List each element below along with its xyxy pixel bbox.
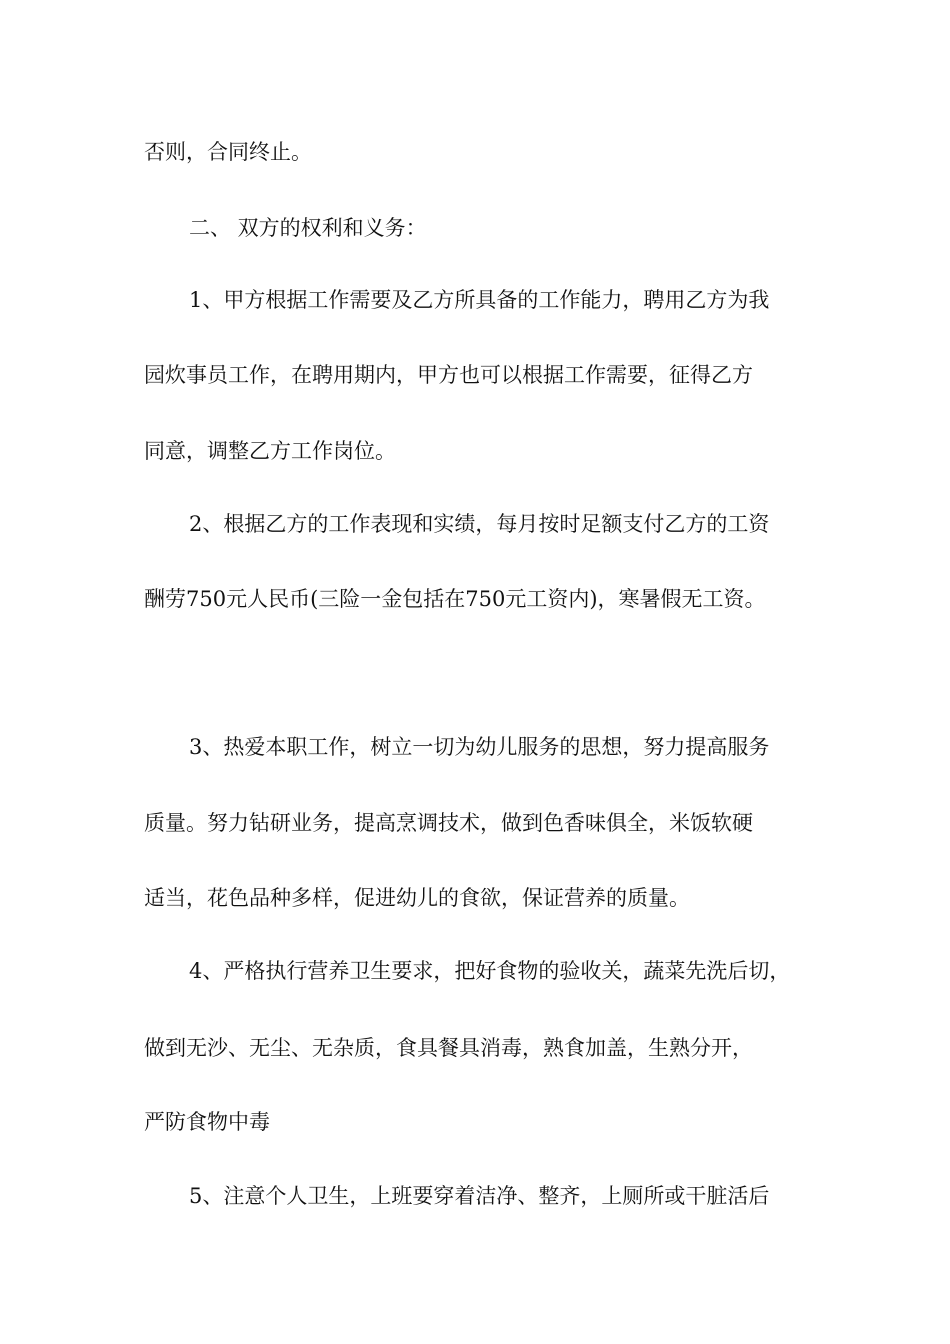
clause-2-line-2: 酬劳750元人民币(三险一金包括在750元工资内)，寒暑假无工资。 [144, 587, 766, 611]
clause-4-line-1: 4、严格执行营养卫生要求，把好食物的验收关，蔬菜先洗后切， [189, 959, 791, 983]
clause-1-line-3: 同意，调整乙方工作岗位。 [144, 439, 396, 463]
text-line-1: 否则，合同终止。 [144, 140, 312, 164]
clause-2-line-1: 2、根据乙方的工作表现和实绩，每月按时足额支付乙方的工资 [189, 512, 770, 536]
clause-4-line-3: 严防食物中毒 [144, 1110, 270, 1134]
clause-5-line-1: 5、注意个人卫生，上班要穿着洁净、整齐，上厕所或干脏活后 [189, 1184, 770, 1208]
clause-3-line-1: 3、热爱本职工作，树立一切为幼儿服务的思想，努力提高服务 [189, 735, 770, 759]
clause-1-line-1: 1、甲方根据工作需要及乙方所具备的工作能力，聘用乙方为我 [189, 288, 770, 312]
clause-3-line-2: 质量。努力钻研业务，提高烹调技术，做到色香味俱全，米饭软硬 [144, 811, 753, 835]
clause-4-line-2: 做到无沙、无尘、无杂质，食具餐具消毒，熟食加盖，生熟分开， [144, 1036, 753, 1060]
clause-3-line-3: 适当，花色品种多样，促进幼儿的食欲，保证营养的质量。 [144, 886, 690, 910]
clause-1-line-2: 园炊事员工作，在聘用期内，甲方也可以根据工作需要，征得乙方 [144, 363, 753, 387]
section-heading: 二、 双方的权利和义务： [189, 216, 427, 240]
